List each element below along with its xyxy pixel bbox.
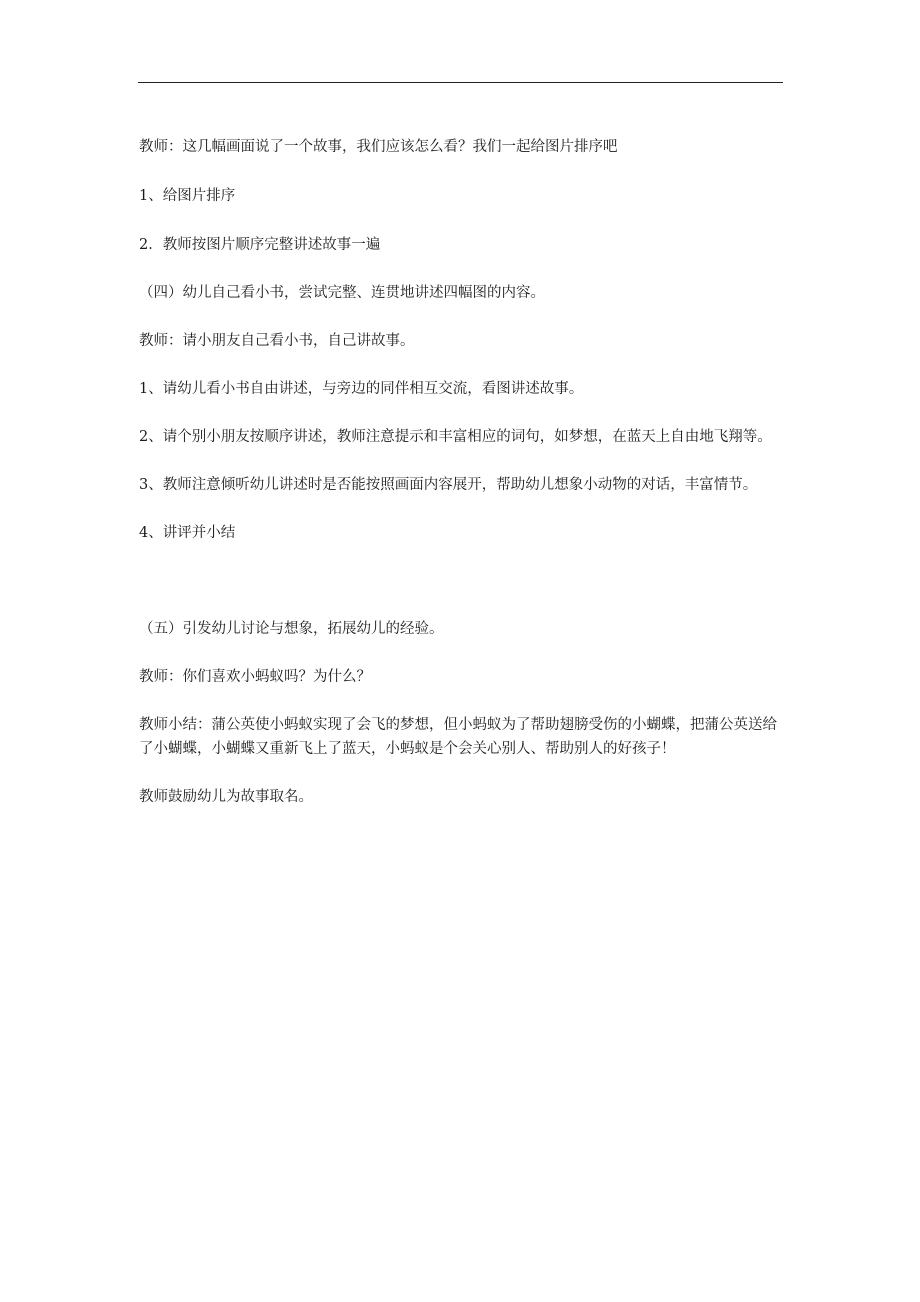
paragraph: 3、教师注意倾听幼儿讲述时是否能按照画面内容展开，帮助幼儿想象小动物的对话，丰富情节。	[139, 477, 758, 493]
section-heading: （五）引发幼儿讨论与想象，拓展幼儿的经验。	[139, 621, 444, 637]
paragraph: 教师：请小朋友自己看小书，自己讲故事。	[139, 333, 415, 349]
paragraph: 1、给图片排序	[139, 188, 236, 204]
paragraph: 教师：你们喜欢小蚂蚁吗？为什么？	[139, 669, 371, 685]
paragraph: 教师：这几幅画面说了一个故事，我们应该怎么看？我们一起给图片排序吧	[139, 139, 618, 155]
paragraph: 教师小结：蒲公英使小蚂蚁实现了会飞的梦想，但小蚂蚁为了帮助翅膀受伤的小蝴蝶，把蒲公英送给了小蝴蝶，小蝴蝶又重新飞上了蓝天，小蚂蚁是个会关心别人、帮助别人的好孩子！	[139, 717, 777, 757]
document-body	[139, 135, 784, 809]
paragraph: 1、请幼儿看小书自由讲述，与旁边的同伴相互交流，看图讲述故事。	[139, 381, 584, 397]
section-heading: （四）幼儿自己看小书，尝试完整、连贯地讲述四幅图的内容。	[139, 285, 545, 301]
paragraph: 2．教师按图片顺序完整讲述故事一遍	[139, 237, 381, 253]
paragraph: 教师鼓励幼儿为故事取名。	[139, 789, 313, 805]
header-rule	[138, 82, 783, 83]
paragraph: 4、讲评并小结	[139, 525, 236, 541]
paragraph: 2、请个别小朋友按顺序讲述，教师注意提示和丰富相应的词句，如梦想，在蓝天上自由地飞翔等。	[139, 429, 772, 445]
